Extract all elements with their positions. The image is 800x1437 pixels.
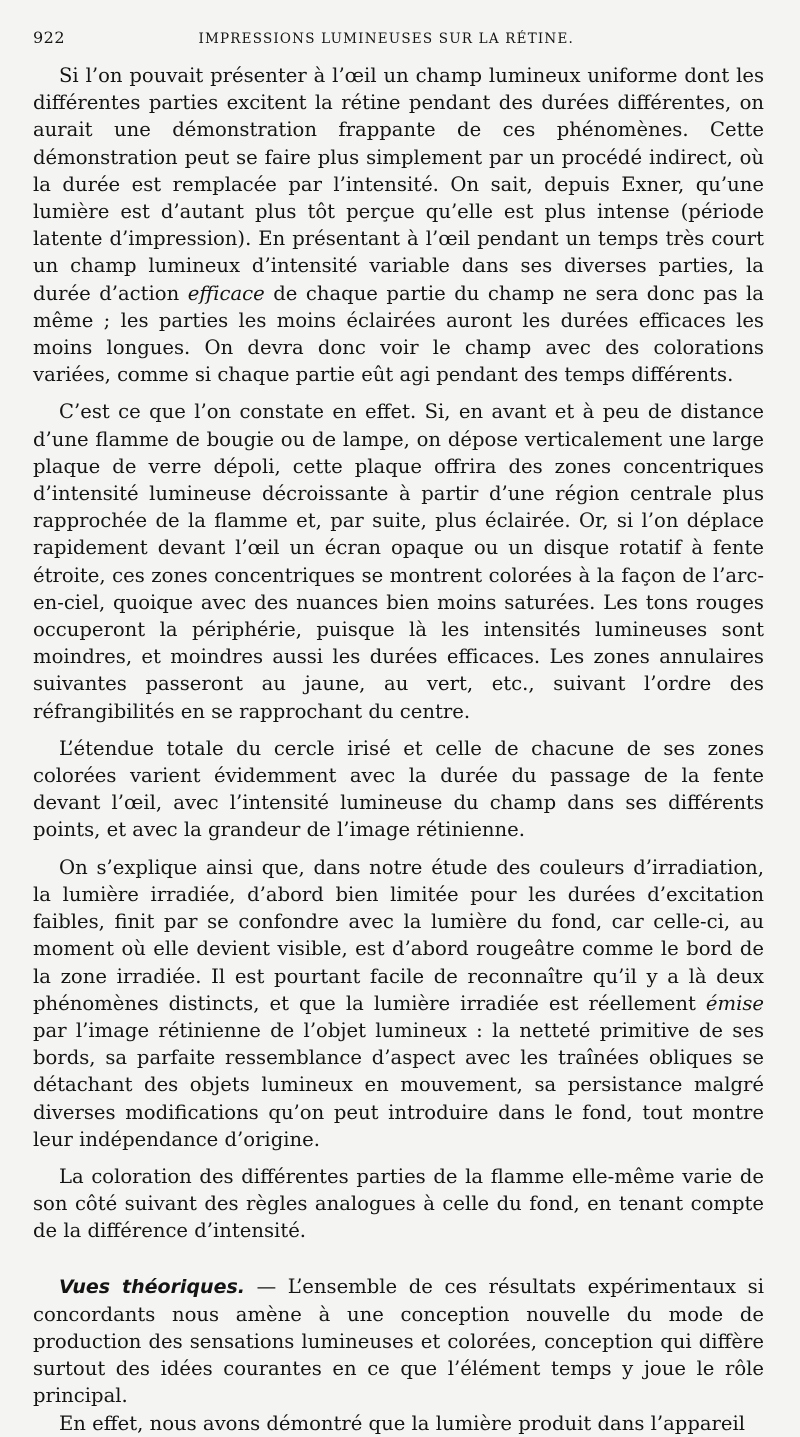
paragraph [33, 735, 764, 844]
text-segment: Si l’on pouvait présenter à l’œil un champ lumineux uniforme dont les différentes parties excitent la rétine pendant des durées différentes, on aurait une démonstration frappante de ces phénomènes. Cette démonstration peut se faire plus simplement par un procédé indirect, où la durée est remplacée par l’intensité. On sait, depuis Exner, qu’une lumière est d’autant plus tôt perçue qu’elle est plus intense (période latente d’impression). En présentant à l’œil pendant un temps très court un champ lumineux d’intensité variable dans ses diverses parties, la durée d’action [33, 64, 764, 305]
emphasis-text: efficace [187, 281, 265, 305]
text-segment: La coloration des différentes parties de la flamme elle-même varie de son côté suivant des règles analogues à celle du fond, en tenant compte de la différence d’intensité. [33, 1164, 764, 1243]
text-segment: — L’ensemble de ces résultats expérimentaux si concordants nous amène à une conception nouvelle du mode de production des sensations lumineuses et colorées, conception qui diffère surtout des idées courantes en ce que l’élément temps y joue le rôle principal. [33, 1274, 764, 1408]
running-title: IMPRESSIONS LUMINEUSES SUR LA RÉTINE. [198, 31, 574, 47]
text-segment: On s’explique ainsi que, dans notre étude des couleurs d’irradiation, la lumière irradiée, d’abord bien limitée pour les durées d’excitation faibles, finit par se confondre avec la lumière du fond, car celle-ci, au moment où elle devient visible, est d’abord rougeâtre comme le bord de la zone irradiée. Il est pourtant facile de reconnaître qu’il y a là deux phénomènes distincts, et que la lumière irradiée est réellement [33, 855, 764, 1015]
text-segment: En effet, nous avons démontré que la lumière produit dans l’appareil [59, 1411, 746, 1435]
paragraph [33, 1163, 764, 1245]
text-segment: C’est ce que l’on constate en effet. Si, en avant et à peu de distance d’une flamme de bougie ou de lampe, on dépose verticalement une large plaque de verre dépoli, cette plaque offrira des zones concentriques d’intensité lumineuse décroissante à partir d’une région centrale plus rapprochée de la flamme et, par suite, plus éclairée. Or, si l’on déplace rapidement devant l’œil un écran opaque ou un disque rotatif à fente étroite, ces zones concentriques se montrent colorées à la façon de l’arc-en-ciel, quoique avec des nuances bien moins saturées. Les tons rouges occuperont la périphérie, puisque là les intensités lumineuses sont moindres, et moindres aussi les durées efficaces. Les zones annulaires suivantes passeront au jaune, au vert, etc., suivant l’ordre des réfrangibilités en se rapprochant du centre. [33, 400, 764, 723]
paragraph [33, 854, 764, 1153]
body-text [33, 62, 764, 1437]
text-segment: L’étendue totale du cercle irisé et celle de chacune de ses zones colorées varient évidemment avec la durée du passage de la fente devant l’œil, avec l’intensité lumineuse du champ dans ses différents points, et avec la grandeur de l’image rétinienne. [33, 736, 764, 842]
page-number: 922 [33, 28, 66, 47]
text-segment: par l’image rétinienne de l’objet lumineux : la netteté primitive de ses bords, sa parfaite ressemblance d’aspect avec les traînées obliques se détachant des objets lumineux en mouvement, sa persistance malgré diverses modifications qu’on peut introduire dans le fond, tout montre leur indépendance d’origine. [33, 1018, 764, 1151]
emphasis-text: émise [705, 991, 764, 1015]
page-header [33, 28, 764, 62]
text-segment: de chaque partie du champ ne sera donc pas la même ; les parties les moins éclairées auront les durées efficaces les moins longues. On devra donc voir le champ avec des colorations variées, comme si chaque partie eût agi pendant des temps différents. [33, 281, 764, 387]
paragraph [33, 62, 764, 388]
paragraph [33, 1410, 764, 1437]
paragraph [33, 398, 764, 724]
section-heading: Vues théoriques. [59, 1275, 245, 1298]
paragraph [33, 1273, 764, 1410]
